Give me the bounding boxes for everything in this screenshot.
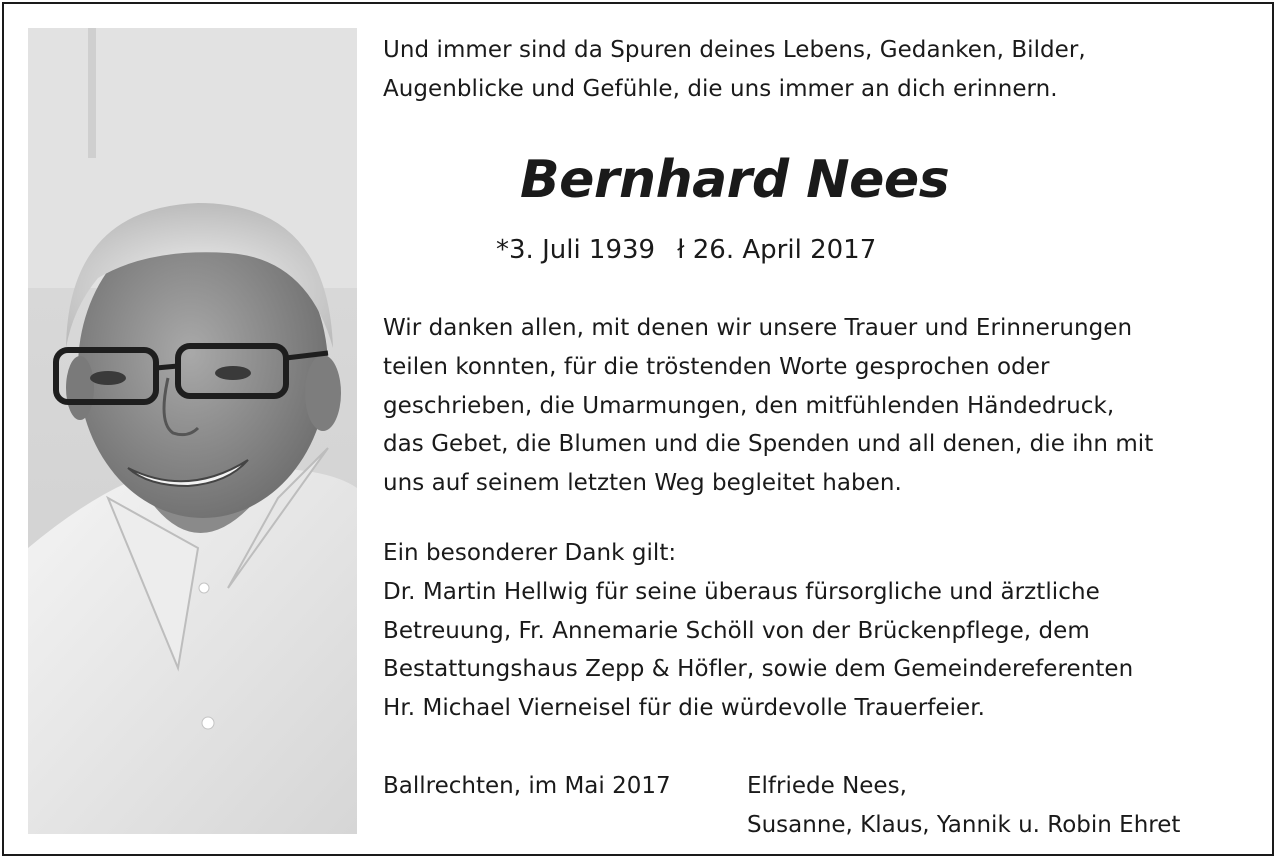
deceased-name: Bernhard Nees [520, 150, 950, 210]
signer-line: Elfriede Nees, [747, 773, 907, 799]
signers [747, 767, 1180, 845]
special-thanks-line: Dr. Martin Hellwig für seine überaus fürsorgliche und ärztliche [383, 578, 1100, 605]
signer-line: Susanne, Klaus, Yannik u. Robin Ehret [747, 811, 1181, 838]
thanks-line: das Gebet, die Blumen und die Spenden und all denen, die ihn mit [383, 431, 1154, 458]
motto-text [383, 31, 1086, 109]
special-thanks-heading: Ein besonderer Dank gilt: [383, 540, 677, 566]
thanks-line: uns auf seinem letzten Weg begleitet haben. [383, 470, 902, 497]
portrait-photo [28, 28, 357, 834]
motto-line: Augenblicke und Gefühle, die uns immer an dich erinnern. [383, 75, 1058, 102]
portrait-illustration [28, 28, 357, 834]
thanks-line: geschrieben, die Umarmungen, den mitfühlenden Händedruck, [383, 392, 1115, 419]
death-date: ł 26. April 2017 [677, 235, 877, 265]
special-thanks-paragraph [383, 534, 1133, 728]
special-thanks-line: Betreuung, Fr. Annemarie Schöll von der Brückenpflege, dem [383, 617, 1090, 644]
place-and-date: Ballrechten, im Mai 2017 [383, 773, 671, 799]
thanks-paragraph [383, 309, 1153, 503]
special-thanks-line: Hr. Michael Vierneisel für die würdevolle Trauerfeier. [383, 695, 985, 722]
birth-date: *3. Juli 1939 [496, 235, 656, 265]
thanks-line: Wir danken allen, mit denen wir unsere Trauer und Erinnerungen [383, 315, 1133, 341]
life-dates [496, 230, 876, 270]
motto-line: Und immer sind da Spuren deines Lebens, Gedanken, Bilder, [383, 37, 1086, 63]
thanks-line: teilen konnten, für die tröstenden Worte gesprochen oder [383, 353, 1050, 380]
special-thanks-line: Bestattungshaus Zepp & Höfler, sowie dem Gemeindereferenten [383, 656, 1134, 683]
